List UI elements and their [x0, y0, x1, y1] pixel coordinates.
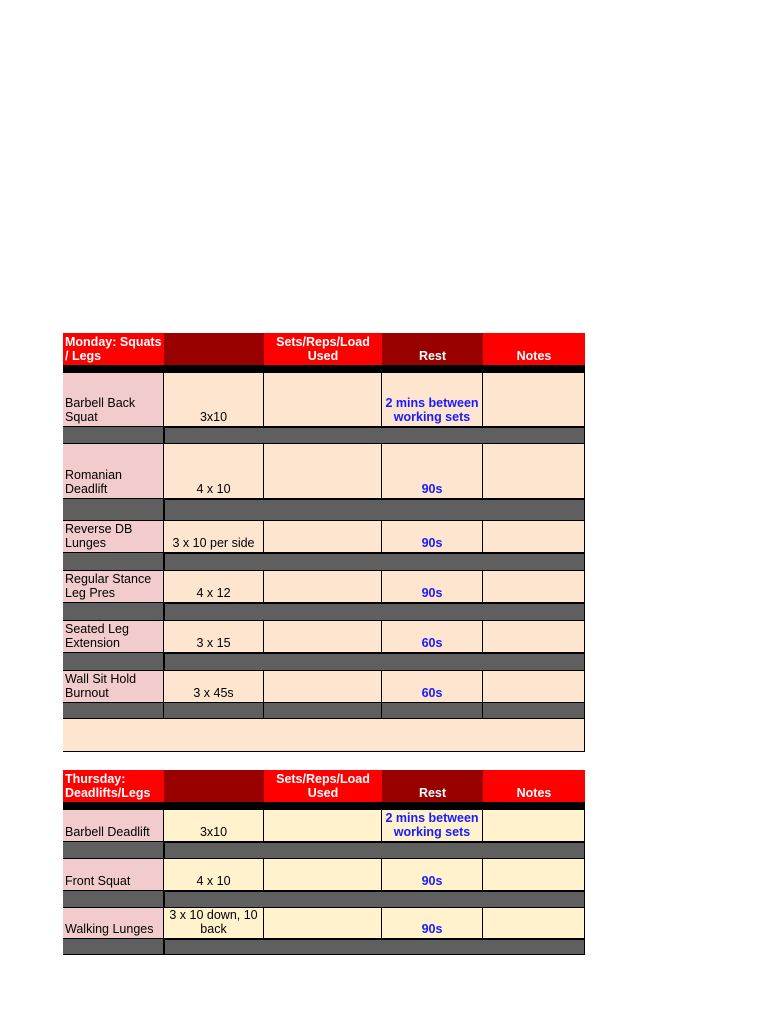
header-blank-cell[interactable]: [164, 770, 264, 802]
exercise-name[interactable]: Reverse DB Lunges: [63, 521, 164, 553]
separator-cell: [164, 653, 585, 671]
exercise-row: [63, 373, 585, 427]
exercise-load-cell[interactable]: [264, 859, 382, 891]
separator-row: [63, 499, 585, 521]
exercise-sets[interactable]: 3x10: [164, 373, 264, 427]
exercise-notes-cell[interactable]: [483, 521, 585, 553]
exercise-notes-cell[interactable]: [483, 859, 585, 891]
exercise-load-cell[interactable]: [264, 373, 382, 427]
notes-footer-cell[interactable]: [63, 719, 585, 752]
exercise-rest[interactable]: 90s: [382, 859, 483, 891]
exercise-notes-cell[interactable]: [483, 810, 585, 842]
monday-header-row: [63, 333, 585, 365]
separator-cell: [483, 703, 585, 719]
header-divider: [63, 802, 585, 810]
separator-cell: [164, 553, 585, 571]
exercise-rest[interactable]: 90s: [382, 521, 483, 553]
header-notes[interactable]: Notes: [483, 333, 585, 365]
exercise-row: [63, 810, 585, 842]
exercise-name[interactable]: Regular Stance Leg Pres: [63, 571, 164, 603]
exercise-row: [63, 908, 585, 939]
exercise-rest[interactable]: 90s: [382, 444, 483, 499]
exercise-notes-cell[interactable]: [483, 373, 585, 427]
thursday-title[interactable]: Thursday: Deadlifts/Legs: [63, 770, 164, 802]
separator-cell: [164, 499, 585, 521]
header-rest[interactable]: Rest: [382, 333, 483, 365]
exercise-load-cell[interactable]: [264, 621, 382, 653]
exercise-load-cell[interactable]: [264, 521, 382, 553]
header-divider: [63, 365, 585, 373]
header-sets-reps-load[interactable]: Sets/Reps/Load Used: [264, 770, 382, 802]
exercise-name[interactable]: Romanian Deadlift: [63, 444, 164, 499]
separator-row: [63, 703, 585, 719]
separator-row: [63, 427, 585, 444]
separator-cell: [63, 703, 164, 719]
exercise-sets[interactable]: 3x10: [164, 810, 264, 842]
exercise-notes-cell[interactable]: [483, 908, 585, 939]
exercise-row: [63, 621, 585, 653]
exercise-row: [63, 671, 585, 703]
exercise-name[interactable]: Barbell Deadlift: [63, 810, 164, 842]
exercise-rest[interactable]: 2 mins between working sets: [382, 810, 483, 842]
header-sets-reps-load[interactable]: Sets/Reps/Load Used: [264, 333, 382, 365]
separator-row: [63, 653, 585, 671]
separator-cell: [264, 703, 382, 719]
monday-title[interactable]: Monday: Squats / Legs: [63, 333, 164, 365]
exercise-rest[interactable]: 90s: [382, 908, 483, 939]
separator-cell: [164, 427, 585, 444]
separator-cell: [63, 653, 164, 671]
exercise-load-cell[interactable]: [264, 908, 382, 939]
separator-cell: [164, 891, 585, 908]
exercise-row: [63, 571, 585, 603]
exercise-sets[interactable]: 3 x 10 per side: [164, 521, 264, 553]
exercise-row: [63, 521, 585, 553]
separator-cell: [164, 703, 264, 719]
thursday-header-row: [63, 770, 585, 802]
thursday-table: [63, 770, 585, 955]
monday-table: [63, 333, 585, 752]
exercise-row: [63, 859, 585, 891]
exercise-rest[interactable]: 2 mins between working sets: [382, 373, 483, 427]
exercise-name[interactable]: Barbell Back Squat: [63, 373, 164, 427]
exercise-notes-cell[interactable]: [483, 621, 585, 653]
separator-cell: [63, 842, 164, 859]
separator-cell: [382, 703, 483, 719]
separator-row: [63, 553, 585, 571]
separator-cell: [164, 603, 585, 621]
exercise-sets[interactable]: 4 x 10: [164, 444, 264, 499]
exercise-sets[interactable]: 3 x 10 down, 10 back: [164, 908, 264, 939]
header-blank-cell[interactable]: [164, 333, 264, 365]
exercise-notes-cell[interactable]: [483, 671, 585, 703]
exercise-row: [63, 444, 585, 499]
exercise-name[interactable]: Front Squat: [63, 859, 164, 891]
exercise-notes-cell[interactable]: [483, 571, 585, 603]
exercise-name[interactable]: Walking Lunges: [63, 908, 164, 939]
separator-row: [63, 603, 585, 621]
exercise-rest[interactable]: 60s: [382, 621, 483, 653]
exercise-load-cell[interactable]: [264, 810, 382, 842]
exercise-sets[interactable]: 4 x 10: [164, 859, 264, 891]
exercise-notes-cell[interactable]: [483, 444, 585, 499]
separator-row: [63, 891, 585, 908]
separator-row: [63, 842, 585, 859]
exercise-load-cell[interactable]: [264, 444, 382, 499]
separator-cell: [63, 603, 164, 621]
header-rest[interactable]: Rest: [382, 770, 483, 802]
separator-cell: [63, 939, 164, 955]
exercise-load-cell[interactable]: [264, 571, 382, 603]
separator-cell: [63, 891, 164, 908]
separator-cell: [164, 939, 585, 955]
exercise-load-cell[interactable]: [264, 671, 382, 703]
separator-cell: [63, 499, 164, 521]
exercise-rest[interactable]: 60s: [382, 671, 483, 703]
separator-cell: [63, 427, 164, 444]
header-notes[interactable]: Notes: [483, 770, 585, 802]
exercise-sets[interactable]: 3 x 45s: [164, 671, 264, 703]
separator-row: [63, 939, 585, 955]
separator-cell: [63, 553, 164, 571]
separator-cell: [164, 842, 585, 859]
exercise-sets[interactable]: 4 x 12: [164, 571, 264, 603]
exercise-name[interactable]: Seated Leg Extension: [63, 621, 164, 653]
exercise-rest[interactable]: 90s: [382, 571, 483, 603]
exercise-sets[interactable]: 3 x 15: [164, 621, 264, 653]
exercise-name[interactable]: Wall Sit Hold Burnout: [63, 671, 164, 703]
